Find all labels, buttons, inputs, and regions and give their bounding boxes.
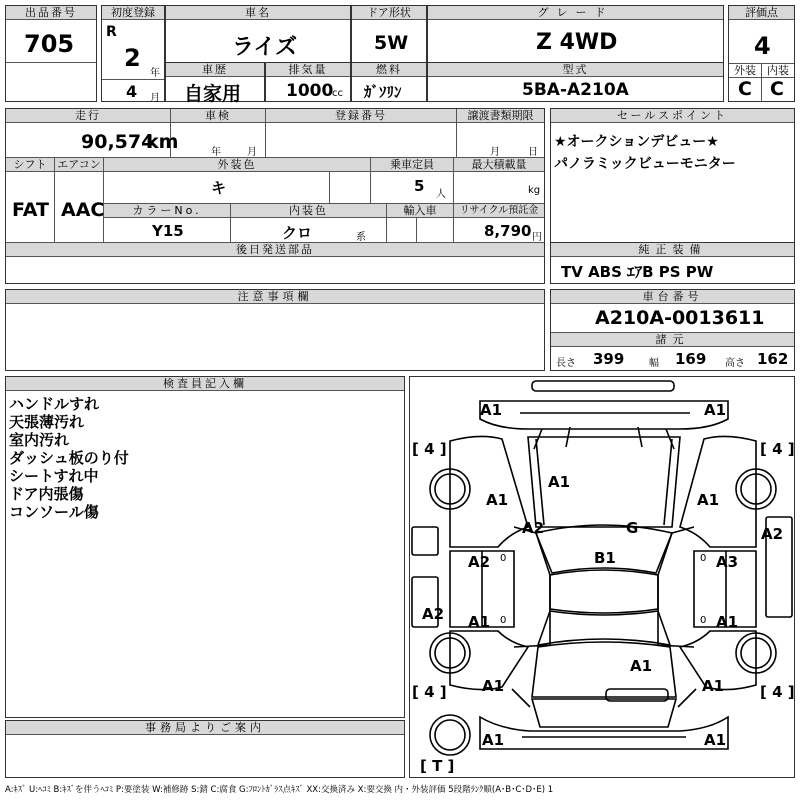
chassis-number: A210A-0013611 bbox=[595, 307, 765, 329]
ext-grade: C bbox=[738, 78, 752, 100]
reg-year-unit: 年 bbox=[150, 68, 160, 79]
history-box bbox=[165, 62, 265, 105]
int-color: クロ bbox=[282, 224, 313, 242]
tire-front-left: [ 4 ] bbox=[412, 440, 447, 458]
inspection-label: 車検 bbox=[171, 109, 265, 123]
damage-mark: A1 bbox=[468, 613, 491, 631]
score-box bbox=[728, 5, 795, 102]
ext-grade-label: 外装 bbox=[729, 64, 761, 78]
max-load-unit: kg bbox=[528, 185, 541, 196]
notes-box bbox=[5, 289, 545, 371]
recycle: 8,790 bbox=[484, 222, 532, 240]
fuel: ｶﾞｿﾘﾝ bbox=[364, 83, 402, 101]
lot-number: 705 bbox=[24, 30, 75, 58]
vehicle-details-box bbox=[5, 108, 545, 284]
damage-mark: A1 bbox=[482, 731, 505, 749]
lot-number-box bbox=[5, 5, 97, 102]
int-grade: C bbox=[770, 78, 784, 100]
tire-front-right: [ 4 ] bbox=[760, 440, 795, 458]
inspector-line: ダッシュ板のり付 bbox=[9, 449, 129, 467]
door-type: 5W bbox=[374, 32, 409, 54]
fuel-label: 燃料 bbox=[352, 63, 426, 77]
damage-mark: A1 bbox=[482, 677, 505, 695]
sales-points-box bbox=[550, 108, 795, 243]
reg-month-unit: 月 bbox=[150, 93, 160, 104]
transfer-day-unit: 日 bbox=[528, 147, 538, 158]
zero-mark: 0 bbox=[500, 615, 507, 626]
inspector-label: 検査員記入欄 bbox=[6, 377, 404, 391]
score-label: 評価点 bbox=[729, 6, 794, 20]
recycle-label: リサイクル預託金 bbox=[454, 204, 544, 218]
model-box bbox=[427, 62, 724, 102]
equipment-box bbox=[550, 242, 795, 284]
inspector-line: ドア内張傷 bbox=[9, 485, 84, 503]
car-name-label: 車名 bbox=[166, 6, 350, 20]
equipment: TV ABS ｴｱB PS PW bbox=[561, 263, 714, 281]
displacement-unit: cc bbox=[332, 88, 343, 99]
car-name-box bbox=[165, 5, 351, 63]
capacity-unit: 人 bbox=[436, 189, 446, 200]
height-label: 高さ bbox=[725, 358, 745, 369]
color-no-label: カラーNo. bbox=[104, 204, 230, 218]
era: R bbox=[106, 24, 117, 40]
displacement: 1000 bbox=[286, 81, 334, 101]
score: 4 bbox=[754, 32, 771, 60]
reg-no-label: 登録番号 bbox=[266, 109, 456, 123]
inspector-line: 天張薄汚れ bbox=[9, 413, 85, 431]
damage-mark: A1 bbox=[704, 401, 727, 419]
legend: A:ｷｽﾞ U:ﾍｺﾐ B:ｷｽﾞを伴うﾍｺﾐ P:要塗装 W:補修跡 S:錆 C:腐食 G:ﾌﾛﾝﾄｶﾞﾗｽ点ｷｽﾞ XX:交換済み X:要交換 内・外装評価 5段階ﾗﾝｸ順(A･B･C･D･E) 1 bbox=[5, 785, 554, 795]
damage-mark: G bbox=[626, 519, 639, 537]
ext-color-label: 外装色 bbox=[104, 158, 370, 172]
inspector-line: ハンドルすれ bbox=[9, 395, 100, 413]
history: 自家用 bbox=[184, 83, 242, 105]
inspection-month-unit: 月 bbox=[247, 147, 257, 158]
zero-mark: 0 bbox=[700, 615, 707, 626]
sales-point-2: パノラミックビューモニター bbox=[554, 156, 736, 172]
damage-mark: A2 bbox=[468, 553, 491, 571]
grade: Z 4WD bbox=[536, 30, 618, 55]
damage-mark: A1 bbox=[548, 473, 571, 491]
lot-number-label: 出品番号 bbox=[6, 6, 96, 20]
zero-mark: 0 bbox=[500, 553, 507, 564]
import-label: 輸入車 bbox=[387, 204, 453, 218]
recycle-unit: 円 bbox=[532, 232, 542, 243]
mileage-unit: km bbox=[146, 131, 179, 153]
width-label: 幅 bbox=[649, 358, 659, 369]
inspector-line: コンソール傷 bbox=[9, 503, 99, 521]
damage-mark: A1 bbox=[697, 491, 720, 509]
inspection-year-unit: 年 bbox=[211, 147, 221, 158]
displacement-label: 排気量 bbox=[266, 63, 350, 77]
tire-rear-right: [ 4 ] bbox=[760, 683, 795, 701]
length: 399 bbox=[593, 350, 625, 368]
fuel-box bbox=[351, 62, 427, 102]
length-label: 長さ bbox=[556, 358, 576, 369]
reg-month: 4 bbox=[126, 82, 138, 101]
later-parts-label: 後日発送部品 bbox=[6, 243, 544, 257]
office-box bbox=[5, 720, 405, 778]
mileage: 90,574 bbox=[81, 131, 155, 153]
ac: AAC bbox=[61, 199, 105, 221]
height: 162 bbox=[757, 350, 789, 368]
capacity-label: 乗車定員 bbox=[371, 158, 453, 172]
zero-mark: 0 bbox=[700, 553, 707, 564]
int-grade-label: 内装 bbox=[762, 64, 794, 78]
spare-tire: [ T ] bbox=[420, 757, 455, 775]
ext-color: キ bbox=[211, 179, 227, 197]
displacement-box bbox=[265, 62, 351, 102]
damage-mark: A2 bbox=[522, 519, 545, 537]
tire-rear-left: [ 4 ] bbox=[412, 683, 447, 701]
grade-box bbox=[427, 5, 724, 63]
damage-mark: A2 bbox=[761, 525, 784, 543]
damage-mark: A2 bbox=[422, 605, 445, 623]
transfer-label: 譲渡書類期限 bbox=[457, 109, 544, 123]
sales-points-label: セールスポイント bbox=[551, 109, 794, 123]
car-diagram-box bbox=[409, 376, 795, 778]
inspector-line: シートすれ中 bbox=[9, 467, 99, 485]
history-label: 車歴 bbox=[166, 63, 264, 77]
max-load-label: 最大積載量 bbox=[454, 158, 544, 172]
model: 5BA-A210A bbox=[522, 80, 629, 100]
first-registration-label: 初度登録 bbox=[102, 6, 164, 20]
ac-label: エアコン bbox=[55, 158, 103, 172]
chassis-label: 車台番号 bbox=[551, 290, 794, 304]
model-label: 型式 bbox=[428, 63, 723, 77]
width: 169 bbox=[675, 350, 707, 368]
car-diagram bbox=[410, 377, 794, 777]
capacity: 5 bbox=[414, 177, 425, 195]
damage-mark: A1 bbox=[716, 613, 739, 631]
shift: FAT bbox=[12, 199, 49, 221]
equipment-label: 純正装備 bbox=[551, 243, 794, 257]
spec-label: 諸元 bbox=[551, 333, 794, 347]
shift-label: シフト bbox=[6, 158, 54, 172]
int-color-label: 内装色 bbox=[231, 204, 386, 218]
damage-mark: A1 bbox=[630, 657, 653, 675]
first-registration-box bbox=[101, 5, 165, 102]
inspector-box bbox=[5, 376, 405, 718]
damage-mark: A1 bbox=[486, 491, 509, 509]
chassis-box bbox=[550, 289, 795, 371]
int-color-unit: 系 bbox=[356, 232, 366, 243]
damage-mark: A1 bbox=[704, 731, 727, 749]
color-no: Y15 bbox=[152, 222, 184, 240]
car-name: ライズ bbox=[232, 35, 298, 60]
damage-mark: A1 bbox=[480, 401, 503, 419]
sales-point-1: ★オークションデビュー★ bbox=[554, 134, 719, 150]
grade-label: グレード bbox=[428, 6, 723, 20]
damage-mark: B1 bbox=[594, 549, 616, 567]
office-label: 事務局よりご案内 bbox=[6, 721, 404, 735]
damage-mark: A1 bbox=[702, 677, 725, 695]
notes-label: 注意事項欄 bbox=[6, 290, 544, 304]
damage-mark: A3 bbox=[716, 553, 739, 571]
door-box bbox=[351, 5, 427, 63]
door-label: ドア形状 bbox=[352, 6, 426, 20]
reg-year: 2 bbox=[124, 44, 141, 72]
transfer-month-unit: 月 bbox=[490, 147, 500, 158]
mileage-label: 走行 bbox=[6, 109, 170, 123]
inspector-line: 室内汚れ bbox=[9, 431, 70, 449]
